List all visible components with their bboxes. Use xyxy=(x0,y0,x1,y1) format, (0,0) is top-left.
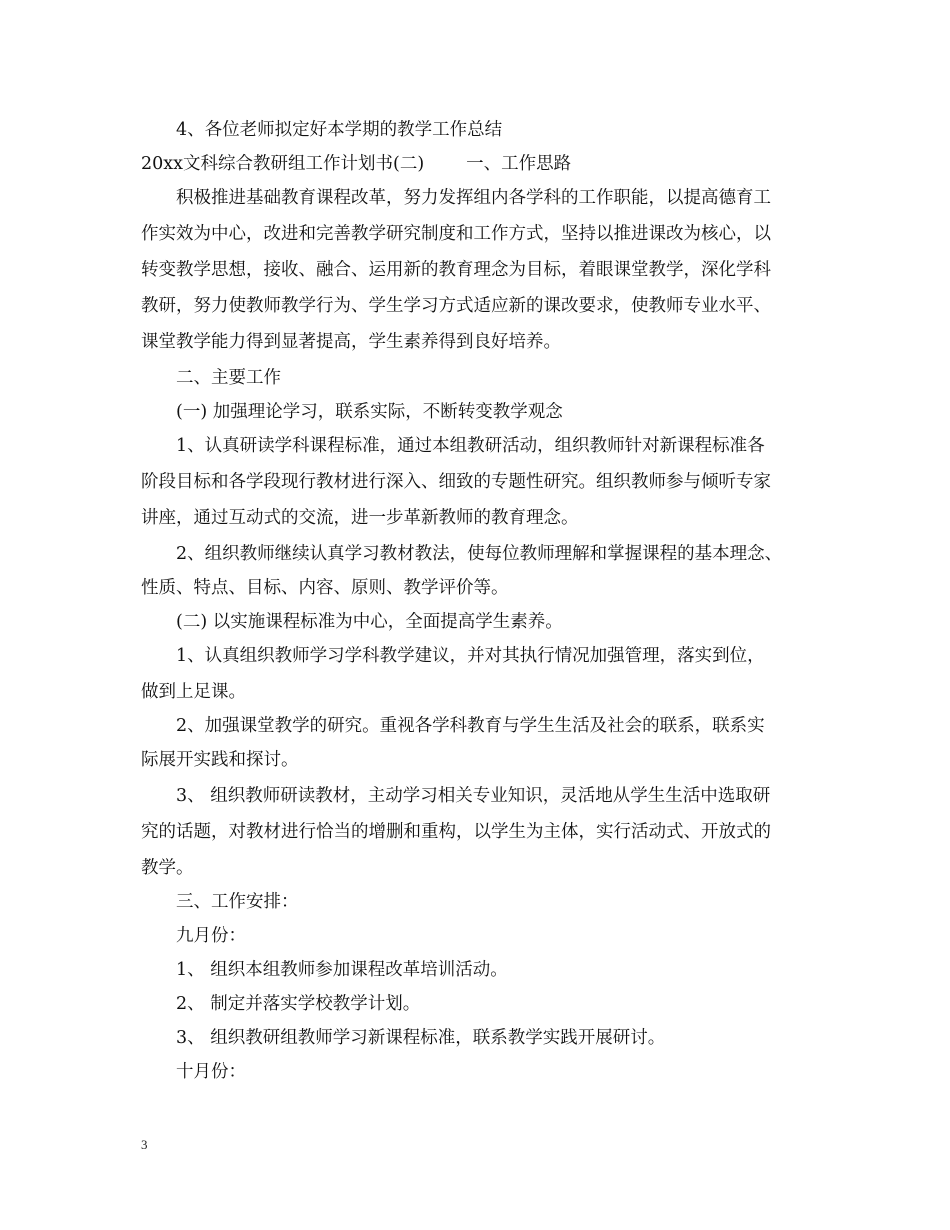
text-line: 作实效为中心，改进和完善教学研究制度和工作方式，坚持以推进课改为核心，以 xyxy=(141,224,771,244)
text-line: 性质、特点、目标、内容、原则、教学评价等。 xyxy=(141,578,509,598)
section-heading: 三、工作安排： xyxy=(176,892,299,912)
section-heading: 一、工作思路 xyxy=(466,154,572,174)
section-heading: 二、主要工作 xyxy=(176,368,281,388)
text-line: 课堂教学能力得到显著提高，学生素养得到良好培养。 xyxy=(141,332,561,352)
text-line: 做到上足课。 xyxy=(141,682,246,702)
text-line: 2、组织教师继续认真学习教材教法，使每位教师理解和掌握课程的基本理念、 xyxy=(176,544,783,564)
text-line: 教学。 xyxy=(141,858,194,878)
list-item: 2、 制定并落实学校教学计划。 xyxy=(176,994,421,1014)
text-line: 3、 组织教师研读教材，主动学习相关专业知识，灵活地从学生生活中选取研 xyxy=(176,786,771,806)
list-item: 1、 组织本组教师参加课程改革培训活动。 xyxy=(176,960,508,980)
page-number: 3 xyxy=(141,1137,148,1152)
month-heading: 十月份： xyxy=(176,1062,246,1082)
subsection-heading: (二) 以实施课程标准为中心，全面提高学生素养。 xyxy=(176,612,563,632)
text-line: 积极推进基础教育课程改革，努力发挥组内各学科的工作职能，以提高德育工 xyxy=(176,188,771,208)
text-line: 4、各位老师拟定好本学期的教学工作总结 xyxy=(176,120,503,140)
text-line: 际展开实践和探讨。 xyxy=(141,750,299,770)
text-line: 1、认真研读学科课程标准，通过本组教研活动，组织教师针对新课程标准各 xyxy=(176,436,765,456)
text-line: 2、加强课堂教学的研究。重视各学科教育与学生生活及社会的联系，联系实 xyxy=(176,716,765,736)
month-heading: 九月份： xyxy=(176,926,246,946)
section-title-line xyxy=(141,152,821,176)
list-item: 3、 组织教研组教师学习新课程标准，联系教学实践开展研讨。 xyxy=(176,1028,666,1048)
text-line: 转变教学思想，接收、融合、运用新的教育理念为目标，着眼课堂教学，深化学科 xyxy=(141,260,771,280)
text-line: 究的话题，对教材进行恰当的增删和重构，以学生为主体，实行活动式、开放式的 xyxy=(141,822,771,842)
subsection-heading: (一) 加强理论学习，联系实际，不断转变教学观念 xyxy=(176,402,563,422)
text-line: 讲座，通过互动式的交流，进一步革新教师的教育理念。 xyxy=(141,508,579,528)
document-title: 20xx文科综合教研组工作计划书(二) xyxy=(141,154,425,174)
text-line: 教研，努力使教师教学行为、学生学习方式适应新的课改要求，使教师专业水平、 xyxy=(141,296,771,316)
text-line: 1、认真组织教师学习学科教学建议，并对其执行情况加强管理，落实到位， xyxy=(176,646,765,666)
text-line: 阶段目标和各学段现行教材进行深入、细致的专题性研究。组织教师参与倾听专家 xyxy=(141,472,771,492)
